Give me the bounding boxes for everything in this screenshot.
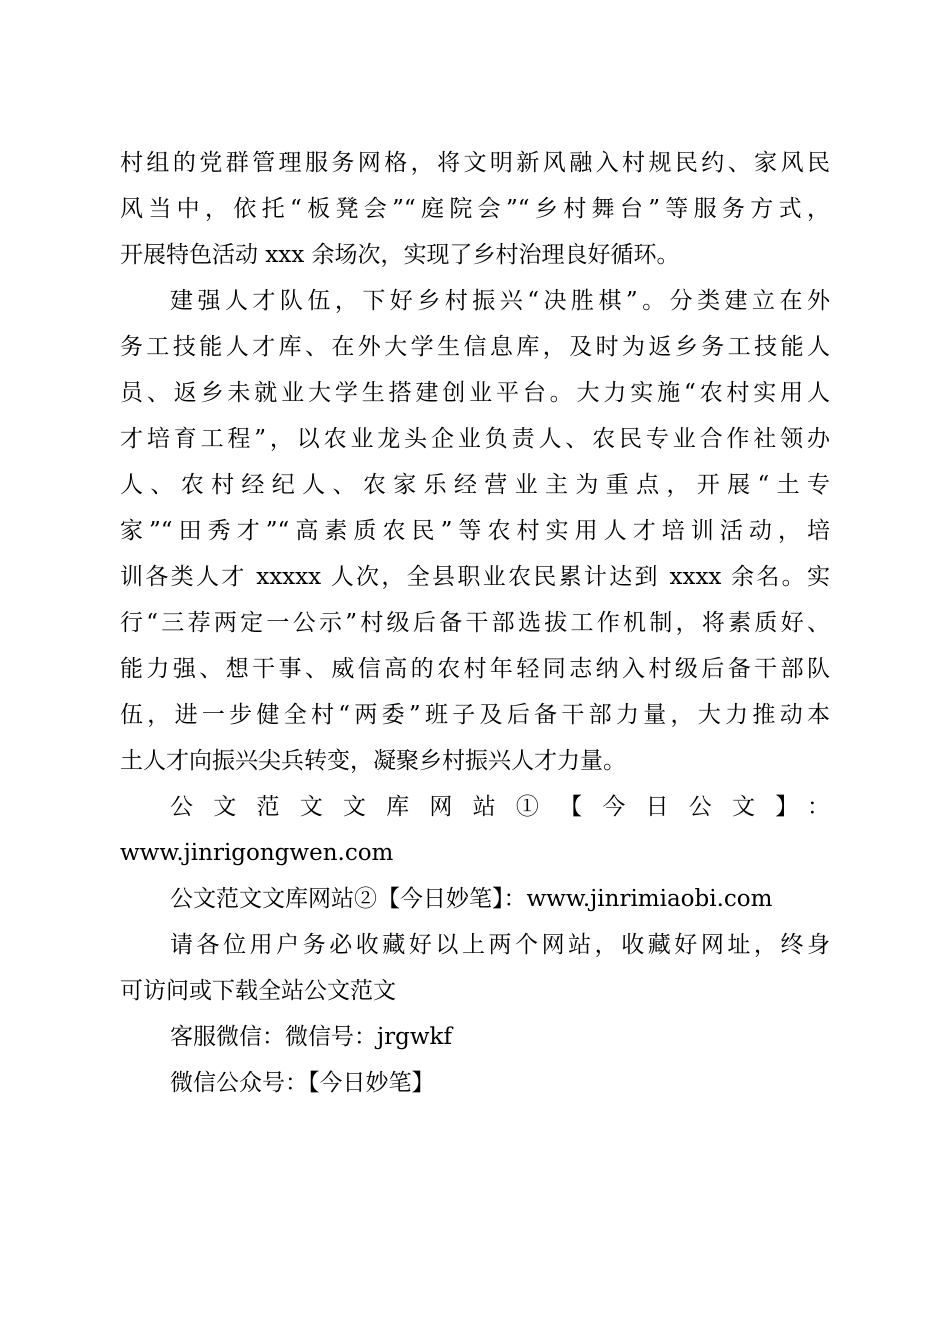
paragraph-line: 能力强、想干事、威信高的农村年轻同志纳入村级后备干部队 xyxy=(120,656,830,682)
website-2-line: 公文范文文库网站②【今日妙笔】：www.jinrimiaobi.com xyxy=(170,886,773,912)
paragraph-line: 行“三荐两定一公示”村级后备干部选拔工作机制，将素质好、 xyxy=(120,610,830,636)
notice-line: 请各位用户务必收藏好以上两个网站，收藏好网址，终身 xyxy=(170,932,830,958)
paragraph-line: 村组的党群管理服务网格，将文明新风融入村规民约、家风民 xyxy=(120,150,830,176)
customer-service-wechat: 客服微信：微信号：jrgwkf xyxy=(170,1024,452,1050)
paragraph-line: 建强人才队伍，下好乡村振兴“决胜棋”。分类建立在外 xyxy=(170,288,830,314)
paragraph-line: 风当中，依托“板凳会”“庭院会”“乡村舞台”等服务方式， xyxy=(120,196,830,222)
paragraph-line: 开展特色活动 xxx 余场次，实现了乡村治理良好循环。 xyxy=(120,242,680,268)
paragraph-line: 员、返乡未就业大学生搭建创业平台。大力实施“农村实用人 xyxy=(120,380,830,406)
notice-line: 可访问或下载全站公文范文 xyxy=(120,978,396,1004)
wechat-official-account: 微信公众号：【今日妙笔】 xyxy=(170,1070,435,1096)
website-1-label: 公文范文文库网站①【今日公文】： xyxy=(170,794,830,820)
website-1-url: www.jinrigongwen.com xyxy=(120,840,394,866)
paragraph-line: 人、农村经纪人、农家乐经营业主为重点，开展“土专 xyxy=(120,472,830,498)
paragraph-line: 伍，进一步健全村“两委”班子及后备干部力量，大力推动本 xyxy=(120,702,830,728)
paragraph-line: 训各类人才 xxxxx 人次，全县职业农民累计达到 xxxx 余名。实 xyxy=(120,564,830,590)
paragraph-line: 土人才向振兴尖兵转变，凝聚乡村振兴人才力量。 xyxy=(120,748,626,774)
paragraph-line: 才培育工程”，以农业龙头企业负责人、农民专业合作社领办 xyxy=(120,426,830,452)
paragraph-line: 家”“田秀才”“高素质农民”等农村实用人才培训活动，培 xyxy=(120,518,830,544)
paragraph-line: 务工技能人才库、在外大学生信息库，及时为返乡务工技能人 xyxy=(120,334,830,360)
